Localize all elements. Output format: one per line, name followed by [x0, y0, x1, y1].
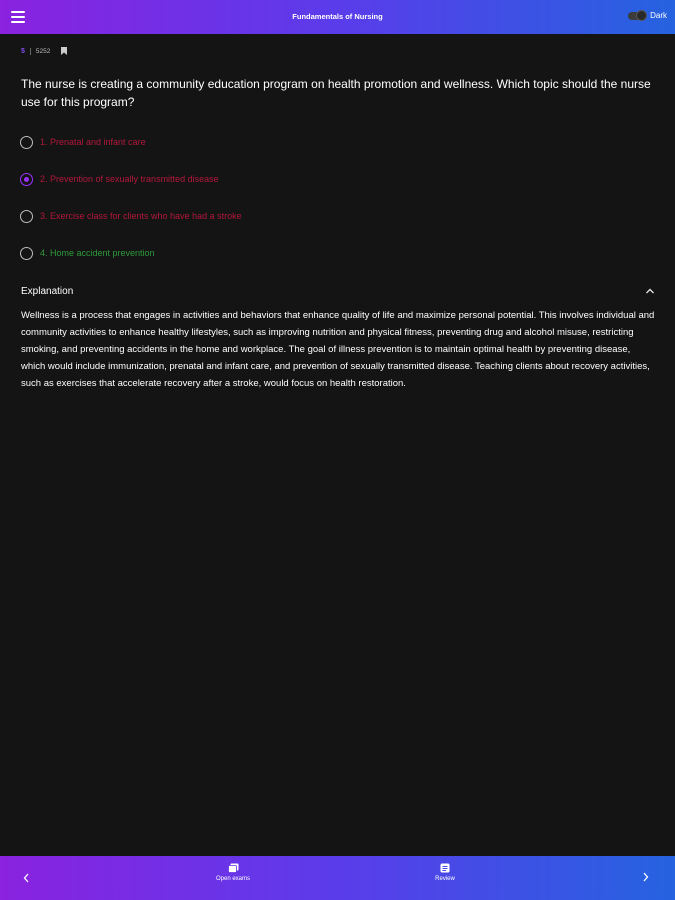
- chevron-left-icon[interactable]: [20, 871, 32, 885]
- question-number: 5: [21, 47, 25, 55]
- chevron-right-icon[interactable]: [640, 870, 652, 884]
- exams-icon: [228, 863, 239, 873]
- theme-switch[interactable]: [628, 12, 646, 20]
- explanation-text: Wellness is a process that engages in activities and behaviors that enhance quality of life and maximize personal potential. This involves individual and community activities to enhance healthy lifestyles, such as improving nutrition and physical fitness, preventing drug and alcohol misuse, restricting smoking, and preventing accidents in the home and workplace. The goal of illness prevention is to maintain optimal health by preventing disease, which would include immunization, prenatal and infant care, and prevention of sexually transmitted disease. Teaching clients about recovery activities, such as exercises that accelerate recovery after a stroke, would focus on health restoration.: [21, 310, 655, 389]
- review-button[interactable]: [427, 863, 463, 882]
- open-exams-label: Open exams: [215, 876, 251, 882]
- chevron-up-icon[interactable]: [645, 287, 655, 295]
- explanation-title: Explanation: [21, 285, 74, 297]
- option-label: 2. Prevention of sexually transmitted disease: [40, 174, 219, 184]
- question-code: 5252: [35, 47, 51, 55]
- app-title: Fundamentals of Nursing: [292, 12, 383, 21]
- theme-toggle[interactable]: [628, 11, 667, 20]
- open-exams-button[interactable]: [213, 863, 253, 882]
- answer-option-1[interactable]: [20, 134, 650, 171]
- question-meta: [21, 47, 67, 55]
- divider: [30, 48, 31, 55]
- radio-button[interactable]: [20, 247, 33, 260]
- answer-option-2[interactable]: [20, 171, 650, 208]
- top-app-bar: [0, 0, 675, 34]
- bookmark-icon[interactable]: [61, 47, 67, 55]
- review-icon: [440, 863, 450, 873]
- review-label: Review: [435, 876, 455, 882]
- explanation-header[interactable]: [21, 284, 655, 298]
- option-label: 3. Exercise class for clients who have had a stroke: [40, 211, 242, 221]
- answer-option-4[interactable]: [20, 245, 650, 282]
- option-label: 4. Home accident prevention: [40, 248, 155, 258]
- bottom-nav-bar: [0, 856, 675, 900]
- answer-option-3[interactable]: [20, 208, 650, 245]
- radio-button[interactable]: [20, 210, 33, 223]
- menu-icon[interactable]: [11, 11, 25, 23]
- option-label: 1. Prenatal and infant care: [40, 137, 146, 147]
- radio-button[interactable]: [20, 136, 33, 149]
- radio-button-selected[interactable]: [20, 173, 33, 186]
- answer-options: [20, 134, 650, 282]
- question-text: The nurse is creating a community education program on health promotion and wellness. Which topic should the nurse use for this program?: [21, 77, 651, 109]
- theme-label: Dark: [650, 11, 667, 20]
